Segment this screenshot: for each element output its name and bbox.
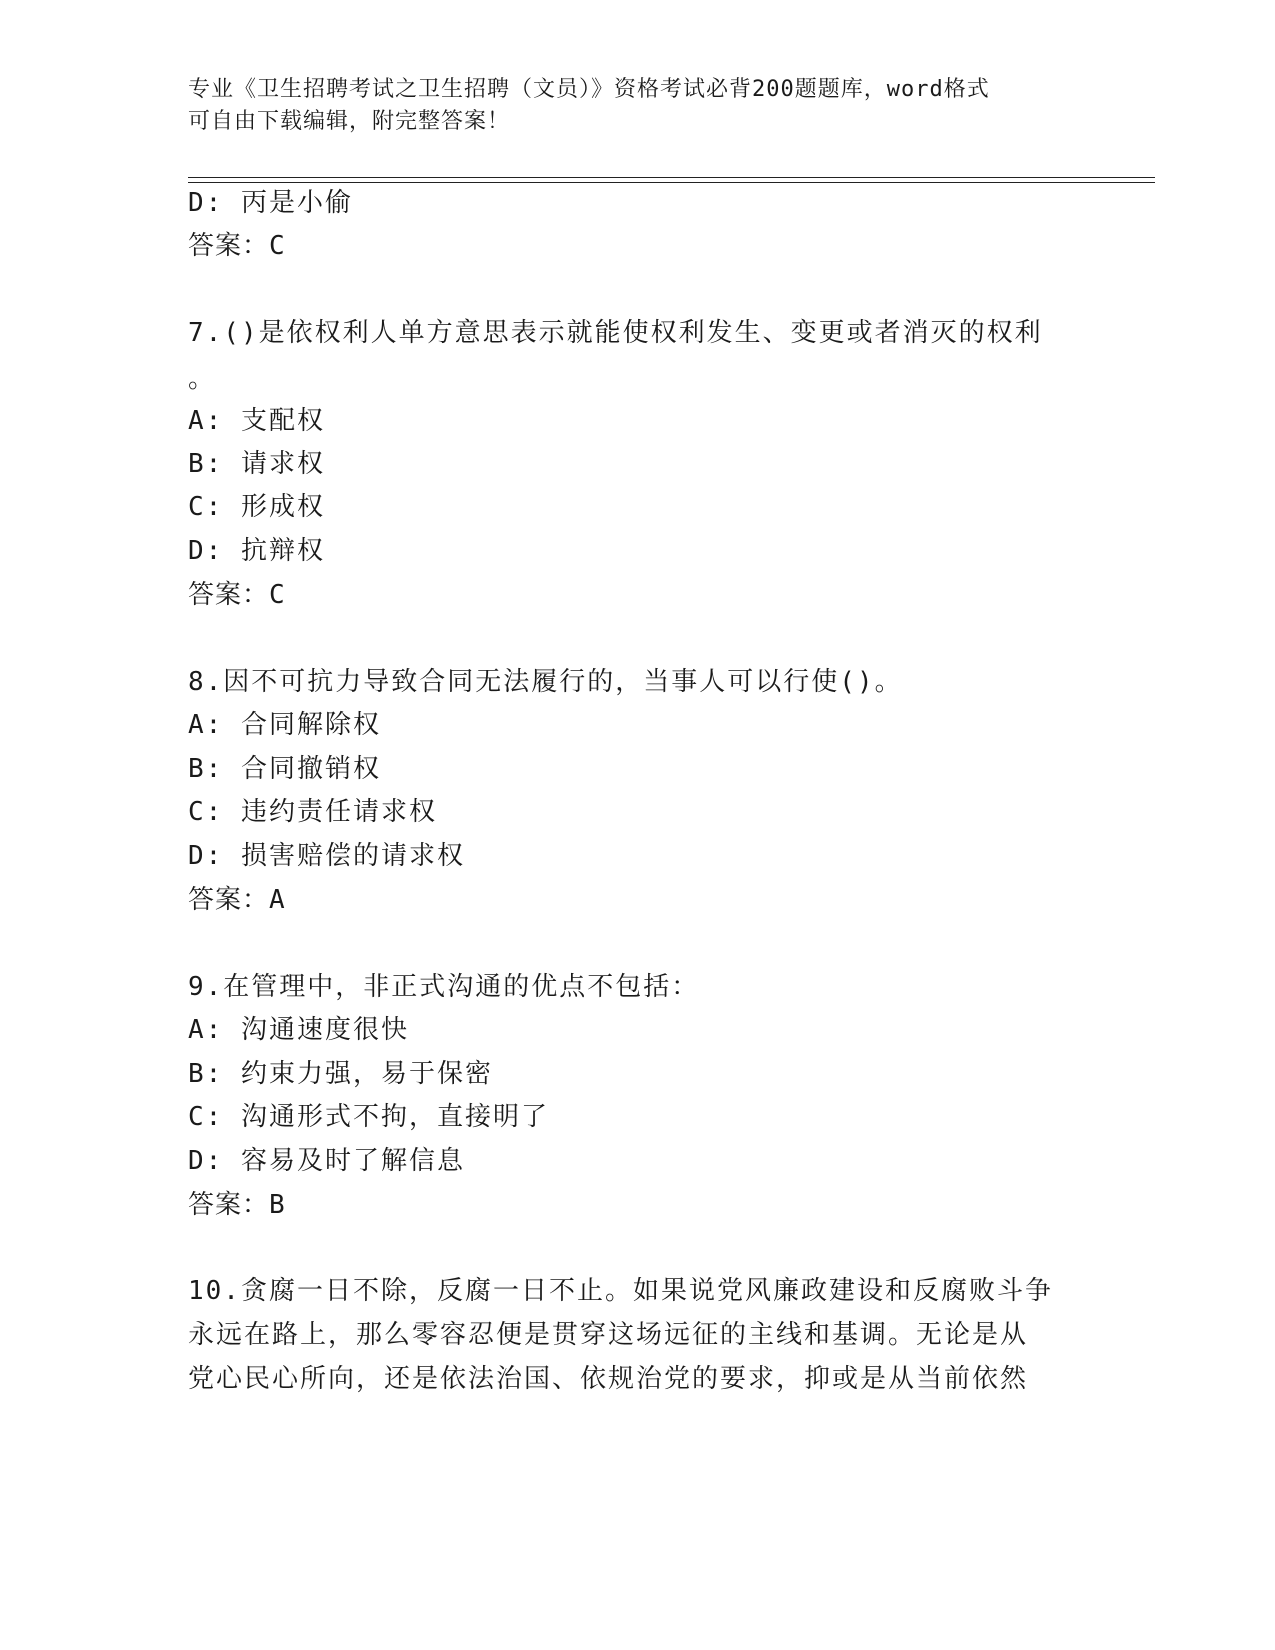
answer-value: B xyxy=(269,1190,286,1220)
answer-label: 答案： xyxy=(188,231,270,261)
answer-value: C xyxy=(269,580,286,610)
answer-value: A xyxy=(269,885,286,915)
document-header xyxy=(188,74,1068,138)
answer-label: 答案： xyxy=(188,580,270,610)
question-7-stem-line-1: 7.()是依权利人单方意思表示就能使权利发生、变更或者消灭的权利 xyxy=(188,318,1043,348)
header-divider-bottom xyxy=(188,182,1155,183)
question-9-option-b: B: 约束力强，易于保密 xyxy=(188,1059,493,1089)
header-title-line-2: 可自由下载编辑，附完整答案！ xyxy=(188,109,511,134)
question-9-answer xyxy=(188,1188,286,1222)
question-9-option-a: A: 沟通速度很快 xyxy=(188,1015,409,1045)
question-9-option-c: C: 沟通形式不拘，直接明了 xyxy=(188,1102,549,1132)
header-divider-top xyxy=(188,177,1155,178)
question-10-stem-line-1: 10.贪腐一日不除，反腐一日不止。如果说党风廉政建设和反腐败斗争 xyxy=(188,1276,1053,1306)
question-9-option-d: D: 容易及时了解信息 xyxy=(188,1146,465,1176)
question-7-option-b: B: 请求权 xyxy=(188,449,325,479)
question-8-answer xyxy=(188,883,286,917)
answer-value: C xyxy=(269,231,286,261)
question-7-option-d: D: 抗辩权 xyxy=(188,536,325,566)
question-7-stem-line-2: 。 xyxy=(188,364,217,394)
question-7-option-a: A: 支配权 xyxy=(188,406,325,436)
prev-question-answer xyxy=(188,229,286,263)
question-8-stem: 8.因不可抗力导致合同无法履行的，当事人可以行使()。 xyxy=(188,667,903,697)
question-8-option-b: B: 合同撤销权 xyxy=(188,754,381,784)
question-9-stem: 9.在管理中，非正式沟通的优点不包括： xyxy=(188,972,700,1002)
question-8-option-a: A: 合同解除权 xyxy=(188,710,381,740)
header-title-line-1: 专业《卫生招聘考试之卫生招聘（文员）》资格考试必背200题题库，word格式 xyxy=(188,77,990,102)
question-8-option-c: C: 违约责任请求权 xyxy=(188,797,437,827)
prev-question-option-d: D: 丙是小偷 xyxy=(188,188,353,218)
question-8-option-d: D: 损害赔偿的请求权 xyxy=(188,841,465,871)
answer-label: 答案： xyxy=(188,885,270,915)
question-10-stem-line-2: 永远在路上，那么零容忍便是贯穿这场远征的主线和基调。无论是从 xyxy=(188,1320,1029,1350)
question-10-stem-line-3: 党心民心所向，还是依法治国、依规治党的要求，抑或是从当前依然 xyxy=(188,1364,1029,1394)
question-7-option-c: C: 形成权 xyxy=(188,492,325,522)
answer-label: 答案： xyxy=(188,1190,270,1220)
question-7-answer xyxy=(188,578,286,612)
